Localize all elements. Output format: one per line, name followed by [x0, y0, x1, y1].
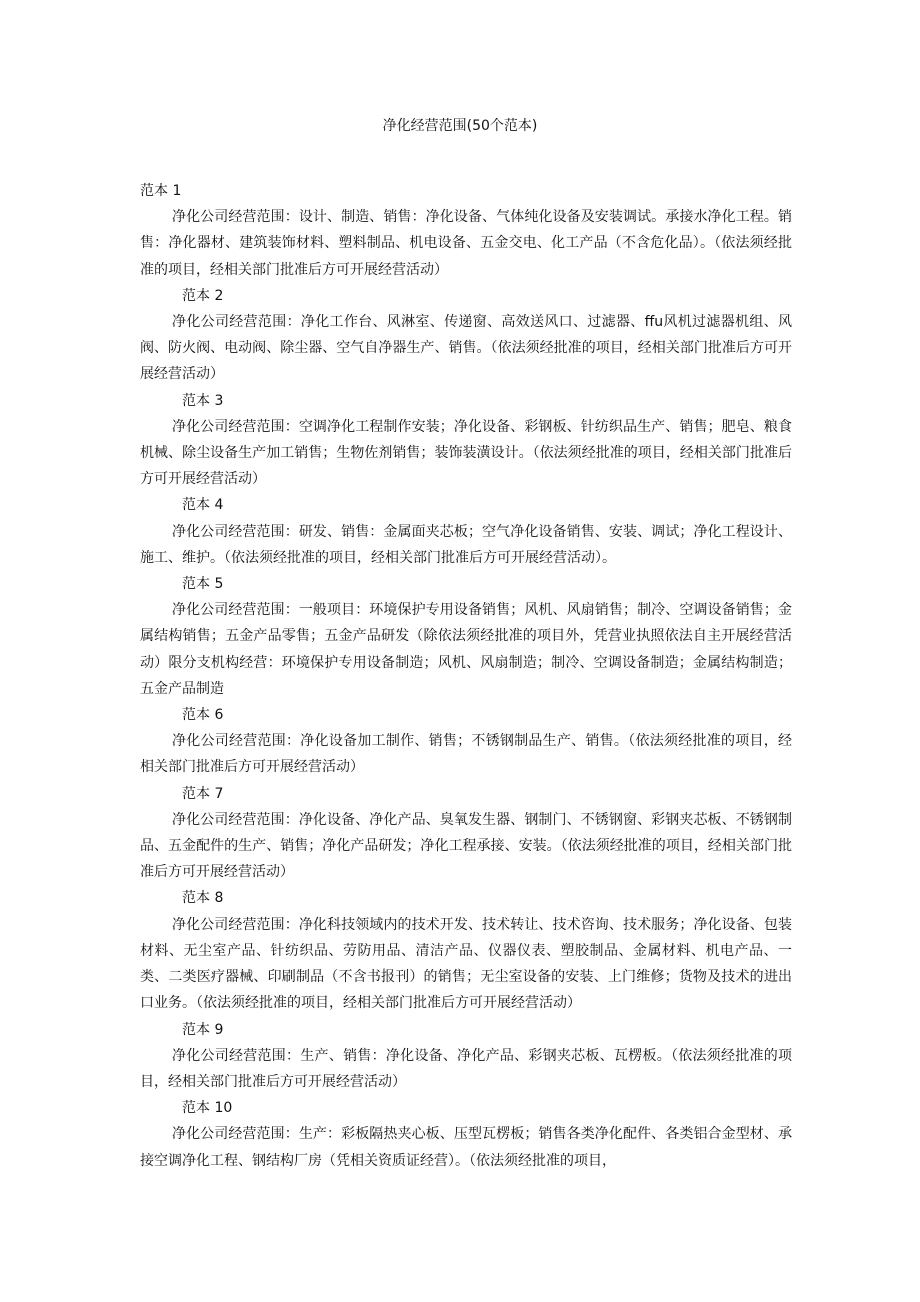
section-paragraph: 净化公司经营范围：净化工作台、风淋室、传递窗、高效送风口、过滤器、ffu风机过滤器机组、风阀、防火阀、电动阀、除尘器、空气自净器生产、销售。（依法须经批准的项目，经相关部门批准后方可开展经营活动） [140, 314, 792, 383]
section-paragraph: 净化公司经营范围：研发、销售：金属面夹芯板；空气净化设备销售、安装、调试；净化工程设计、施工、维护。（依法须经批准的项目，经相关部门批准后方可开展经营活动）。 [140, 523, 792, 566]
section-paragraph: 净化公司经营范围：净化科技领域内的技术开发、技术转让、技术咨询、技术服务；净化设备、包装材料、无尘室产品、针纺织品、劳防用品、清洁产品、仪器仪表、塑胶制品、金属材料、机电产品、一类、二类医疗器械、印刷制品（不含书报刊）的销售；无尘室设备的安装、上门维修；货物及技术的进出口业务。（依法须经批准的项目，经相关部门批准后方可开展经营活动） [140, 916, 792, 1012]
document-body [140, 178, 792, 1174]
section-heading: 范本 6 [182, 707, 224, 724]
section-paragraph: 净化公司经营范围：生产：彩板隔热夹心板、压型瓦楞板；销售各类净化配件、各类铝合金型材、承接空调净化工程、钢结构厂房（凭相关资质证经营）。（依法须经批准的项目， [140, 1126, 792, 1169]
section-1 [140, 178, 792, 283]
section-heading: 范本 10 [182, 1100, 233, 1117]
section-7 [140, 781, 792, 886]
section-heading: 范本 2 [182, 287, 224, 304]
section-heading: 范本 8 [182, 890, 224, 907]
section-2 [140, 283, 792, 388]
section-heading: 范本 3 [182, 392, 224, 409]
section-heading: 范本 5 [182, 576, 224, 593]
document-title: 净化经营范围(50个范本) [382, 118, 538, 134]
section-paragraph: 净化公司经营范围：一般项目：环境保护专用设备销售；风机、风扇销售；制冷、空调设备销售；金属结构销售；五金产品零售；五金产品研发（除依法须经批准的项目外，凭营业执照依法自主开展经营活动）限分支机构经营：环境保护专用设备制造；风机、风扇制造；制冷、空调设备制造；金属结构制造；五金产品制造 [140, 602, 792, 697]
section-heading: 范本 4 [182, 497, 224, 514]
section-paragraph: 净化公司经营范围：净化设备加工制作、销售；不锈钢制品生产、销售。（依法须经批准的项目，经相关部门批准后方可开展经营活动） [140, 733, 792, 776]
section-8 [140, 885, 792, 1016]
section-10 [140, 1095, 792, 1174]
section-3 [140, 388, 792, 493]
section-heading: 范本 9 [182, 1021, 224, 1038]
section-paragraph: 净化公司经营范围：生产、销售：净化设备、净化产品、彩钢夹芯板、瓦楞板。（依法须经批准的项目，经相关部门批准后方可开展经营活动） [140, 1047, 792, 1090]
section-paragraph: 净化公司经营范围：空调净化工程制作安装；净化设备、彩钢板、针纺织品生产、销售；肥皂、粮食机械、除尘设备生产加工销售；生物佐剂销售；装饰装潢设计。（依法须经批准的项目，经相关部门批准后方可开展经营活动） [140, 418, 792, 488]
section-6 [140, 702, 792, 781]
section-heading: 范本 1 [140, 183, 182, 199]
section-4 [140, 492, 792, 571]
section-9 [140, 1017, 792, 1096]
section-paragraph: 净化公司经营范围：净化设备、净化产品、臭氧发生器、钢制门、不锈钢窗、彩钢夹芯板、不锈钢制品、五金配件的生产、销售；净化产品研发；净化工程承接、安装。（依法须经批准的项目，经相关部门批准后方可开展经营活动） [140, 811, 792, 881]
section-heading: 范本 7 [182, 785, 224, 802]
section-paragraph: 净化公司经营范围：设计、制造、销售：净化设备、气体纯化设备及安装调试。承接水净化工程。销售：净化器材、建筑装饰材料、塑料制品、机电设备、五金交电、化工产品（不含危化品）。（依法须经批准的项目，经相关部门批准后方可开展经营活动） [140, 209, 792, 278]
section-5 [140, 571, 792, 702]
